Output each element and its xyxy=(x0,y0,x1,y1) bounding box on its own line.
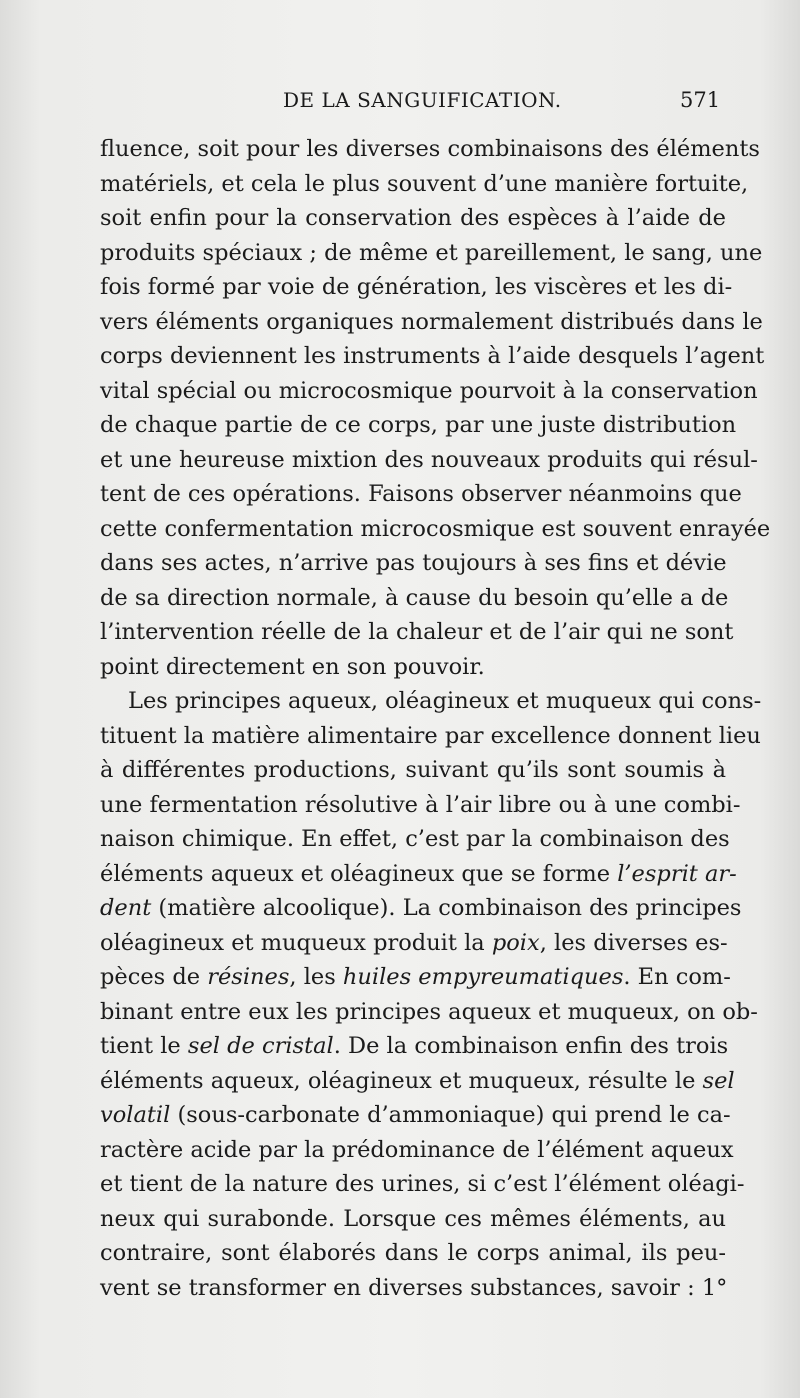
text-line xyxy=(100,891,742,926)
text-line xyxy=(100,1064,735,1099)
text-segment: neux qui surabonde. Lorsque ces mêmes éléments, au xyxy=(100,1205,726,1232)
text-line xyxy=(100,822,730,857)
text-segment: soit enfin pour la conservation des espèces à l’aide de xyxy=(100,205,726,231)
text-segment: , les xyxy=(289,964,343,990)
text-segment: fois formé par voie de génération, les viscères et les di- xyxy=(100,274,733,300)
text-segment: pèces de xyxy=(100,964,208,990)
page-header xyxy=(0,88,800,128)
text-line xyxy=(100,1167,745,1202)
text-segment: à différentes productions, suivant qu’ils sont soumis à xyxy=(100,757,726,783)
italic-text: volatil xyxy=(100,1102,171,1128)
text-line xyxy=(100,753,726,788)
text-line xyxy=(100,650,726,685)
text-line xyxy=(100,960,731,995)
text-line xyxy=(100,926,726,961)
text-segment: vital spécial ou microcosmique pourvoit à la conservation xyxy=(100,377,758,404)
text-segment: tituent la matière alimentaire par excellence donnent lieu xyxy=(100,722,761,749)
text-line xyxy=(100,1202,726,1237)
text-segment: et une heureuse mixtion des nouveaux produits qui résul- xyxy=(100,446,758,473)
text-line xyxy=(100,408,737,443)
text-segment: corps deviennent les instruments à l’aide desquels l’agent xyxy=(100,343,765,369)
text-segment: de sa direction normale, à cause du besoin qu’elle a de xyxy=(100,584,729,611)
text-segment: l’intervention réelle de la chaleur et de l’air qui ne sont xyxy=(100,619,734,645)
page-number: 571 xyxy=(680,88,721,112)
text-line xyxy=(100,201,726,236)
text-segment: binant entre eux les principes aqueux et muqueux, on ob- xyxy=(100,998,758,1025)
text-line xyxy=(100,270,733,305)
italic-text: dent xyxy=(100,895,152,921)
text-segment: (matière alcoolique). La combinaison des principes xyxy=(151,895,742,921)
text-segment: éléments aqueux, oléagineux et muqueux, résulte le xyxy=(100,1067,703,1094)
italic-text: résines xyxy=(207,964,290,990)
text-line xyxy=(100,615,734,650)
text-segment: tent de ces opérations. Faisons observer néanmoins que xyxy=(100,481,742,507)
text-segment: une fermentation résolutive à l’air libre ou à une combi- xyxy=(100,791,741,818)
text-line xyxy=(100,788,741,823)
text-line xyxy=(100,1133,734,1168)
text-segment: . En com- xyxy=(623,964,731,990)
text-segment: de chaque partie de ce corps, par une juste distribution xyxy=(100,412,737,438)
text-line xyxy=(100,236,763,271)
text-segment: cette confermentation microcosmique est souvent enrayée xyxy=(100,515,771,542)
text-line xyxy=(100,719,761,754)
text-line xyxy=(100,305,763,340)
text-segment: contraire, sont élaborés dans le corps animal, ils peu- xyxy=(100,1240,726,1266)
text-segment: éléments aqueux et oléagineux que se forme xyxy=(100,860,618,887)
text-segment: fluence, soit pour les diverses combinaisons des éléments xyxy=(100,136,760,162)
text-line xyxy=(100,167,749,202)
text-line xyxy=(100,443,758,478)
text-segment: . De la combinaison enfin des trois xyxy=(333,1033,729,1059)
italic-text: huiles empyreumatiques xyxy=(342,964,624,990)
text-segment: dans ses actes, n’arrive pas toujours à ses fins et dévie xyxy=(100,550,727,576)
text-segment: point directement en son pouvoir. xyxy=(100,653,485,680)
text-line xyxy=(100,684,762,719)
text-line xyxy=(100,132,760,167)
text-segment: (sous-carbonate d’ammoniaque) qui prend le ca- xyxy=(170,1102,731,1128)
text-segment: produits spéciaux ; de même et pareillement, le sang, une xyxy=(100,239,763,266)
text-line xyxy=(100,1029,729,1064)
text-line xyxy=(100,477,742,512)
running-head: DE LA SANGUIFICATION. xyxy=(283,88,562,112)
text-segment: et tient de la nature des urines, si c’est l’élément oléagi- xyxy=(100,1171,745,1197)
text-segment: vent se transformer en diverses substances, savoir : 1° xyxy=(100,1274,728,1301)
text-segment: vers éléments organiques normalement distribués dans le xyxy=(100,308,763,335)
text-segment: naison chimique. En effet, c’est par la combinaison des xyxy=(100,826,730,852)
text-segment: tient le xyxy=(100,1033,188,1059)
text-line xyxy=(100,581,729,616)
text-line xyxy=(100,512,771,547)
italic-text: poix xyxy=(491,929,540,956)
italic-text: sel de cristal xyxy=(187,1033,334,1059)
text-segment: ractère acide par la prédominance de l’élément aqueux xyxy=(100,1136,734,1163)
text-line xyxy=(100,374,758,409)
text-segment: matériels, et cela le plus souvent d’une manière fortuite, xyxy=(100,170,749,197)
text-line xyxy=(100,546,726,581)
text-line xyxy=(100,857,737,892)
text-segment: , les diverses es- xyxy=(539,929,728,956)
text-segment: Les principes aqueux, oléagineux et muqueux qui cons- xyxy=(128,688,762,714)
text-line xyxy=(100,1098,731,1133)
italic-text: sel xyxy=(702,1067,735,1094)
text-line xyxy=(100,1236,726,1271)
text-line xyxy=(100,339,765,374)
body-text xyxy=(100,132,771,1305)
italic-text: l’esprit ar- xyxy=(617,860,737,887)
text-line xyxy=(100,995,758,1030)
text-segment: oléagineux et muqueux produit la xyxy=(100,929,492,956)
text-line xyxy=(100,1271,726,1306)
